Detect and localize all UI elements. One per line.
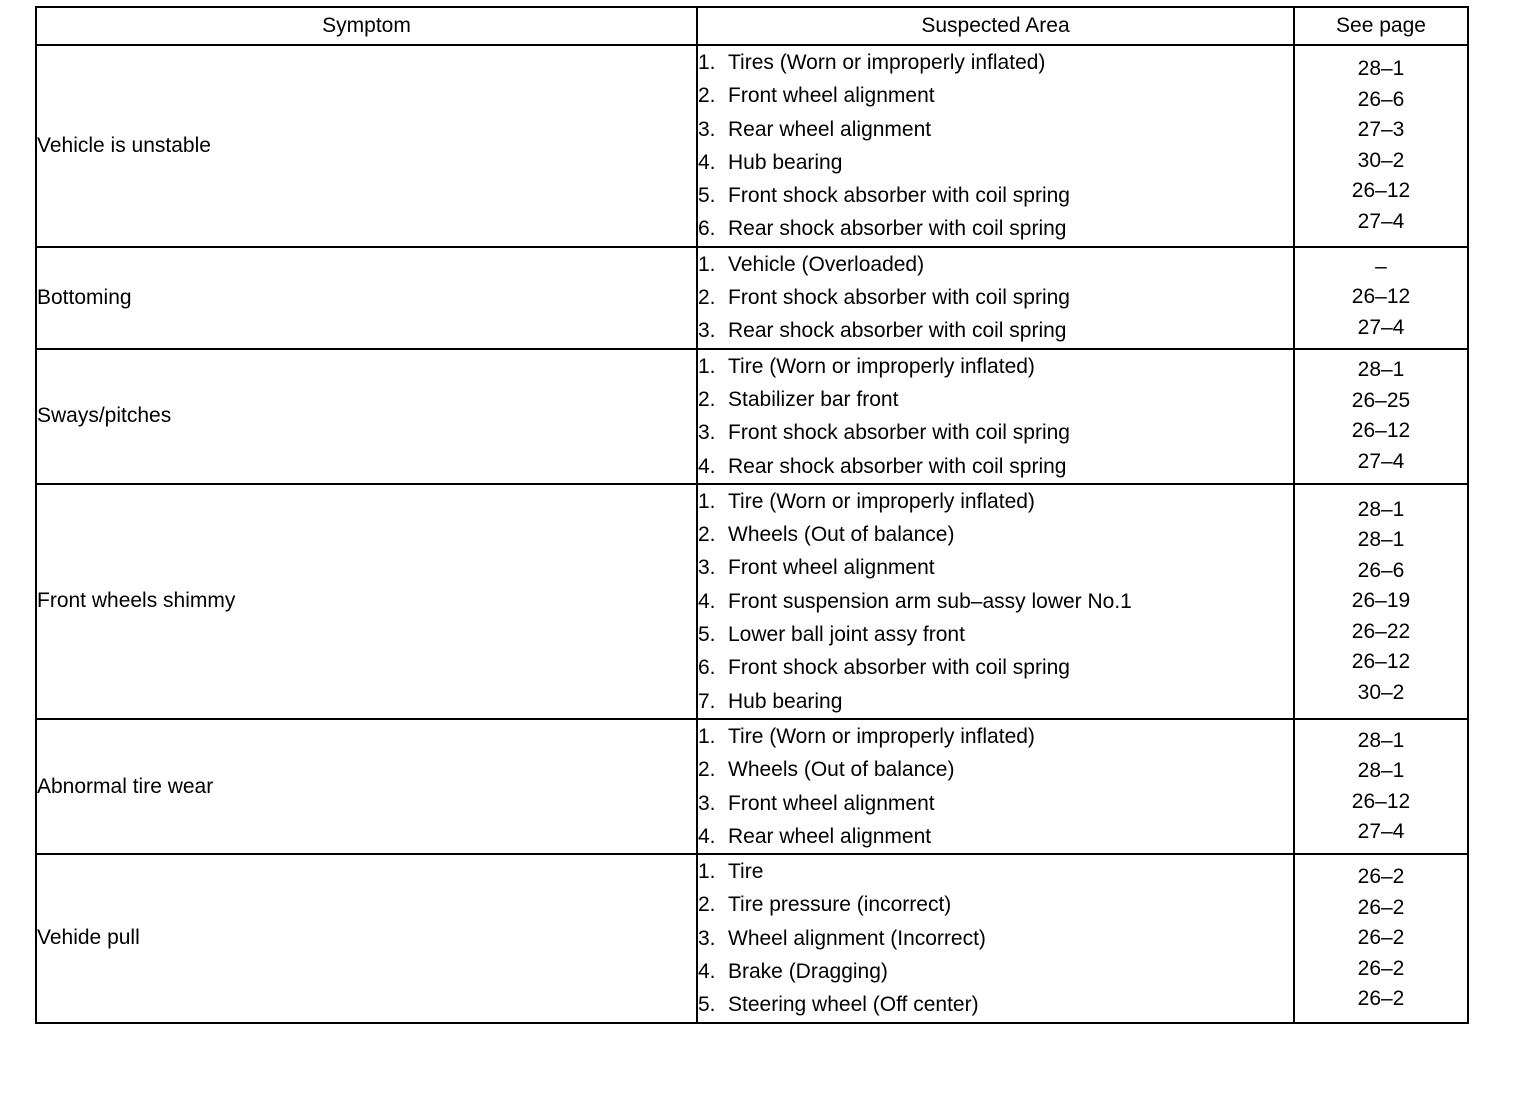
suspected-area-cell	[697, 484, 1294, 719]
item-text: Front shock absorber with coil spring	[728, 184, 1070, 208]
page-reference: 26–6	[1357, 558, 1405, 582]
item-number: 2.	[698, 523, 716, 547]
item-number: 1.	[698, 860, 716, 884]
item-number: 4.	[698, 824, 716, 848]
page-reference: 27–4	[1357, 820, 1405, 844]
item-text: Rear shock absorber with coil spring	[728, 454, 1067, 478]
page-reference: 26–12	[1351, 650, 1411, 674]
page-reference: 27–4	[1357, 449, 1405, 473]
item-text: Tire (Worn or improperly inflated)	[728, 489, 1035, 513]
item-number: 6.	[698, 217, 716, 241]
suspected-area-item	[698, 720, 1293, 753]
item-number: 1.	[698, 252, 716, 276]
symptom-cell: Front wheels shimmy	[36, 484, 697, 719]
see-page-cell	[1294, 45, 1468, 247]
page-reference: 28–1	[1357, 728, 1405, 752]
item-text: Steering wheel (Off center)	[728, 993, 979, 1017]
item-text: Front shock absorber with coil spring	[728, 286, 1070, 310]
suspected-area-item	[698, 618, 1293, 651]
page-reference: 30–2	[1357, 148, 1405, 172]
item-number: 2.	[698, 84, 716, 108]
suspected-area-item	[698, 314, 1293, 347]
item-text: Wheel alignment (Incorrect)	[728, 926, 986, 950]
page-reference: –	[1375, 254, 1387, 278]
header-see-page: See page	[1294, 7, 1468, 45]
item-text: Front shock absorber with coil spring	[728, 656, 1070, 680]
item-text: Front suspension arm sub–assy lower No.1	[728, 589, 1132, 613]
item-text: Tires (Worn or improperly inflated)	[728, 51, 1046, 74]
header-suspected-area: Suspected Area	[697, 7, 1294, 45]
suspected-area-item	[698, 485, 1293, 518]
page-reference: 30–2	[1357, 680, 1405, 704]
suspected-area-item	[698, 212, 1293, 245]
page-reference: 26–12	[1351, 285, 1411, 309]
item-text: Rear wheel alignment	[728, 117, 932, 141]
symptom-cell: Vehide pull	[36, 854, 697, 1022]
page-reference: 26–12	[1351, 179, 1411, 203]
page-reference: 26–25	[1351, 388, 1411, 412]
suspected-area-item	[698, 383, 1293, 416]
suspected-area-cell	[697, 349, 1294, 484]
suspected-area-item	[698, 146, 1293, 179]
page-reference: 26–2	[1357, 865, 1405, 889]
table-row	[36, 484, 1468, 719]
item-number: 4.	[698, 454, 716, 478]
page-reference: 26–2	[1357, 987, 1405, 1011]
see-page-cell	[1294, 349, 1468, 484]
item-text: Tire (Worn or improperly inflated)	[728, 724, 1035, 748]
see-page-cell	[1294, 247, 1468, 349]
suspected-area-item	[698, 450, 1293, 483]
item-number: 2.	[698, 758, 716, 782]
item-text: Tire	[728, 860, 764, 884]
item-text: Front wheel alignment	[728, 791, 935, 815]
page-reference: 26–19	[1351, 589, 1411, 613]
item-number: 4.	[698, 960, 716, 984]
suspected-area-item	[698, 416, 1293, 449]
item-number: 2.	[698, 893, 716, 917]
item-number: 7.	[698, 689, 716, 713]
item-number: 6.	[698, 656, 716, 680]
suspected-area-item	[698, 46, 1293, 79]
suspected-area-item	[698, 685, 1293, 718]
page-reference: 28–1	[1357, 497, 1405, 521]
see-page-cell	[1294, 854, 1468, 1022]
suspected-area-item	[698, 787, 1293, 820]
item-text: Stabilizer bar front	[728, 387, 899, 411]
item-number: 2.	[698, 286, 716, 310]
symptom-cell: Abnormal tire wear	[36, 719, 697, 854]
see-page-cell	[1294, 484, 1468, 719]
item-text: Hub bearing	[728, 150, 843, 174]
suspected-area-item	[698, 350, 1293, 383]
table-row	[36, 719, 1468, 854]
item-text: Front shock absorber with coil spring	[728, 421, 1070, 445]
suspected-area-item	[698, 79, 1293, 112]
item-number: 5.	[698, 623, 716, 647]
suspected-area-cell	[697, 854, 1294, 1022]
item-text: Lower ball joint assy front	[728, 623, 965, 647]
suspected-area-cell	[697, 247, 1294, 349]
item-number: 1.	[698, 51, 716, 74]
page-reference: 27–4	[1357, 209, 1405, 233]
suspected-area-item	[698, 955, 1293, 988]
table-row	[36, 247, 1468, 349]
item-number: 5.	[698, 993, 716, 1017]
table-row	[36, 349, 1468, 484]
page-reference: 28–1	[1357, 759, 1405, 783]
item-number: 4.	[698, 150, 716, 174]
item-number: 3.	[698, 319, 716, 343]
item-number: 1.	[698, 354, 716, 378]
suspected-area-item	[698, 518, 1293, 551]
page-reference: 26–2	[1357, 895, 1405, 919]
suspected-area-cell	[697, 719, 1294, 854]
page-reference: 27–3	[1357, 118, 1405, 142]
item-number: 3.	[698, 556, 716, 580]
suspected-area-item	[698, 753, 1293, 786]
suspected-area-item	[698, 922, 1293, 955]
suspected-area-cell	[697, 45, 1294, 247]
item-text: Brake (Dragging)	[728, 960, 888, 984]
page-reference: 28–1	[1357, 528, 1405, 552]
page-reference: 26–12	[1351, 789, 1411, 813]
item-text: Tire (Worn or improperly inflated)	[728, 354, 1035, 378]
item-text: Front wheel alignment	[728, 84, 935, 108]
page-reference: 26–6	[1357, 87, 1405, 111]
item-text: Tire pressure (incorrect)	[728, 893, 952, 917]
item-number: 3.	[698, 421, 716, 445]
page-reference: 28–1	[1357, 358, 1405, 382]
item-number: 3.	[698, 117, 716, 141]
suspected-area-item	[698, 113, 1293, 146]
suspected-area-item	[698, 651, 1293, 684]
suspected-area-item	[698, 585, 1293, 618]
item-number: 1.	[698, 489, 716, 513]
item-text: Wheels (Out of balance)	[728, 758, 955, 782]
item-text: Rear shock absorber with coil spring	[728, 217, 1067, 241]
suspected-area-item	[698, 855, 1293, 888]
suspected-area-item	[698, 551, 1293, 584]
suspected-area-item	[698, 248, 1293, 281]
suspected-area-item	[698, 988, 1293, 1021]
page-reference: 26–22	[1351, 619, 1411, 643]
header-row	[36, 7, 1468, 45]
header-symptom: Symptom	[36, 7, 697, 45]
item-number: 2.	[698, 387, 716, 411]
see-page-cell	[1294, 719, 1468, 854]
suspected-area-item	[698, 820, 1293, 853]
item-number: 3.	[698, 791, 716, 815]
page-reference: 26–12	[1351, 419, 1411, 443]
item-number: 1.	[698, 724, 716, 748]
item-number: 5.	[698, 184, 716, 208]
table-row	[36, 854, 1468, 1022]
page-reference: 26–2	[1357, 956, 1405, 980]
page-reference: 27–4	[1357, 315, 1405, 339]
item-text: Hub bearing	[728, 689, 843, 713]
suspected-area-item	[698, 888, 1293, 921]
item-text: Rear wheel alignment	[728, 824, 932, 848]
symptom-cell: Bottoming	[36, 247, 697, 349]
table-row	[36, 45, 1468, 247]
item-number: 4.	[698, 589, 716, 613]
symptom-cell: Vehicle is unstable	[36, 45, 697, 247]
troubleshooting-table	[35, 6, 1469, 1024]
item-text: Wheels (Out of balance)	[728, 523, 955, 547]
page-reference: 26–2	[1357, 926, 1405, 950]
symptom-cell: Sways/pitches	[36, 349, 697, 484]
suspected-area-item	[698, 179, 1293, 212]
item-number: 3.	[698, 926, 716, 950]
item-text: Vehicle (Overloaded)	[728, 252, 925, 276]
item-text: Rear shock absorber with coil spring	[728, 319, 1067, 343]
item-text: Front wheel alignment	[728, 556, 935, 580]
page-reference: 28–1	[1357, 57, 1405, 81]
suspected-area-item	[698, 281, 1293, 314]
